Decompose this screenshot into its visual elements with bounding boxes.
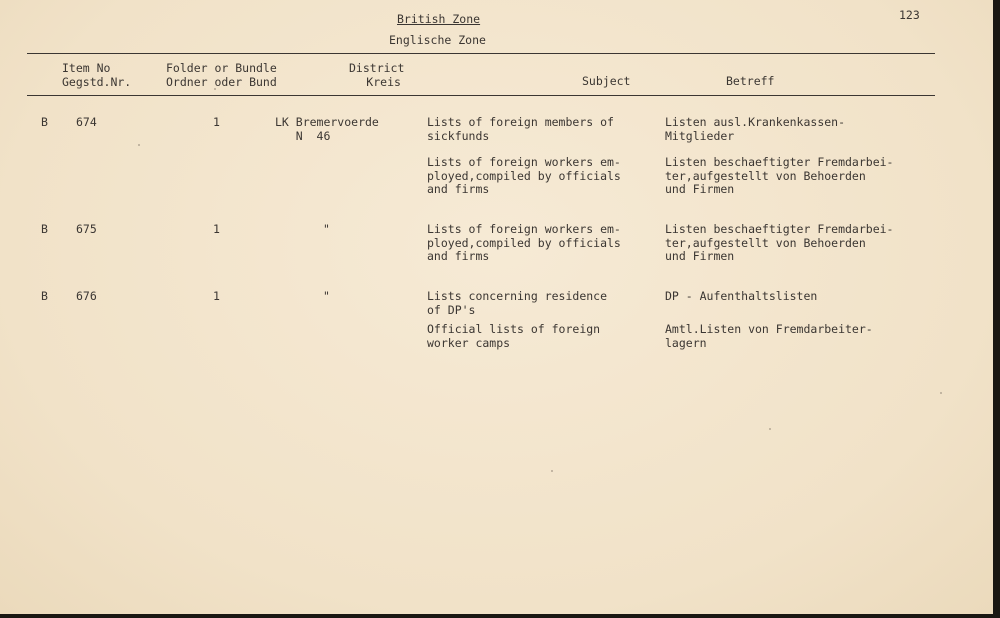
header-bottom-rule bbox=[27, 95, 935, 96]
header-top-rule bbox=[27, 53, 935, 54]
subject: Lists of foreign members of sickfunds bbox=[427, 115, 614, 143]
betreff: DP - Aufenthaltslisten bbox=[665, 289, 818, 303]
subject: Lists of foreign workers em- ployed,compiled by officials and firms bbox=[427, 155, 621, 196]
page-number: 123 bbox=[899, 8, 920, 22]
betreff: Listen ausl.Krankenkassen- Mitglieder bbox=[665, 115, 846, 143]
column-header-subject: Subject bbox=[582, 74, 631, 88]
subject: Lists concerning residence of DP's bbox=[427, 289, 608, 317]
item-number: 674 bbox=[76, 115, 97, 129]
paper-speck bbox=[551, 470, 553, 472]
paper-speck bbox=[214, 88, 216, 90]
paper-speck bbox=[769, 428, 771, 430]
paper-speck bbox=[940, 392, 942, 394]
item-number: 675 bbox=[76, 222, 97, 236]
folder-count: 1 bbox=[213, 222, 220, 236]
district: LK Bremervoerde N 46 bbox=[275, 115, 379, 143]
folder-count: 1 bbox=[213, 289, 220, 303]
column-header-item: Item No Gegstd.Nr. bbox=[62, 61, 132, 89]
column-header-district: District Kreis bbox=[349, 61, 405, 89]
row-prefix: B bbox=[41, 289, 48, 303]
row-prefix: B bbox=[41, 222, 48, 236]
district-ditto: " bbox=[323, 289, 330, 303]
district-ditto: " bbox=[323, 222, 330, 236]
betreff: Amtl.Listen von Fremdarbeiter- lagern bbox=[665, 322, 873, 350]
betreff: Listen beschaeftigter Fremdarbei- ter,aufgestellt von Behoerden und Firmen bbox=[665, 222, 894, 263]
zone-title: British Zone bbox=[397, 12, 481, 26]
column-header-betreff: Betreff bbox=[726, 74, 775, 88]
subject: Lists of foreign workers em- ployed,compiled by officials and firms bbox=[427, 222, 621, 263]
zone-subtitle: Englische Zone bbox=[389, 33, 486, 47]
column-header-folder: Folder or Bundle Ordner oder Bund bbox=[166, 61, 277, 89]
paper-speck bbox=[138, 144, 140, 146]
item-number: 676 bbox=[76, 289, 97, 303]
folder-count: 1 bbox=[213, 115, 220, 129]
subject: Official lists of foreign worker camps bbox=[427, 322, 601, 350]
row-prefix: B bbox=[41, 115, 48, 129]
betreff: Listen beschaeftigter Fremdarbei- ter,aufgestellt von Behoerden und Firmen bbox=[665, 155, 894, 196]
